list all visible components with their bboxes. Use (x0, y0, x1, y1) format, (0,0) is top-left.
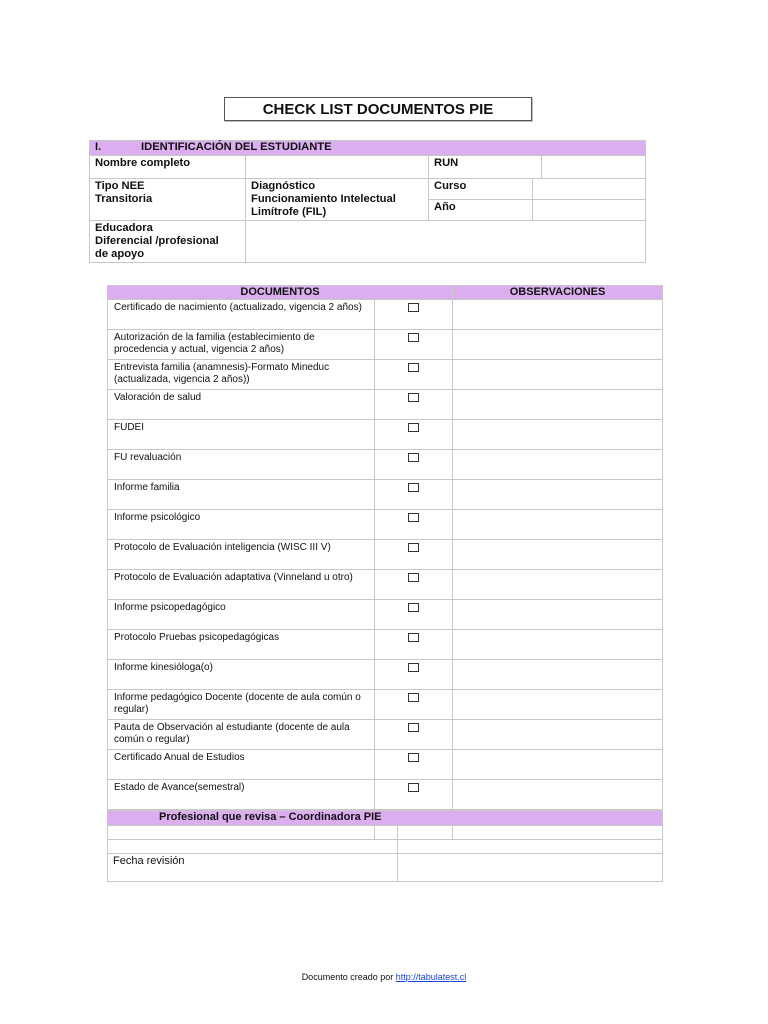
documents-checklist-table (107, 285, 663, 840)
document-check-cell (375, 480, 453, 510)
observation-field[interactable] (453, 420, 663, 450)
checkbox-icon[interactable] (408, 693, 419, 702)
document-row (108, 510, 663, 540)
footer (0, 972, 768, 982)
educadora-label: Educadora Diferencial /profesional de apoyo (90, 221, 246, 263)
document-label: Certificado Anual de Estudios (108, 750, 375, 780)
checkbox-icon[interactable] (408, 453, 419, 462)
document-row (108, 600, 663, 630)
document-label: Estado de Avance(semestral) (108, 780, 375, 810)
diagnostico-value: Funcionamiento Intelectual Limítrofe (FIL) (251, 193, 396, 218)
observation-field[interactable] (453, 690, 663, 720)
tipo-nee-cell (90, 179, 246, 221)
document-label: FU revaluación (108, 450, 375, 480)
document-label: Informe psicológico (108, 510, 375, 540)
reviewer-name-field[interactable] (108, 826, 398, 854)
document-check-cell (375, 720, 453, 750)
checkbox-icon[interactable] (408, 753, 419, 762)
document-check-cell (375, 450, 453, 480)
curso-label: Curso (429, 179, 533, 200)
document-check-cell (375, 690, 453, 720)
anio-field[interactable] (533, 200, 646, 221)
document-check-cell (375, 330, 453, 360)
document-check-cell (375, 630, 453, 660)
run-field[interactable] (542, 156, 646, 179)
document-row (108, 390, 663, 420)
observation-field[interactable] (453, 510, 663, 540)
checkbox-icon[interactable] (408, 723, 419, 732)
nombre-field[interactable] (246, 156, 429, 179)
checkbox-icon[interactable] (408, 543, 419, 552)
reviewer-heading: Profesional que revisa – Coordinadora PIE (108, 811, 663, 826)
reviewer-signature-field[interactable] (398, 826, 663, 854)
student-identification-table (89, 140, 646, 263)
observation-field[interactable] (453, 600, 663, 630)
observation-field[interactable] (453, 720, 663, 750)
checkbox-icon[interactable] (408, 663, 419, 672)
checkbox-icon[interactable] (408, 423, 419, 432)
document-row (108, 660, 663, 690)
observation-field[interactable] (453, 360, 663, 390)
checkbox-icon[interactable] (408, 633, 419, 642)
checkbox-icon[interactable] (408, 363, 419, 372)
document-row (108, 780, 663, 810)
anio-label: Año (429, 200, 533, 221)
document-row (108, 450, 663, 480)
observation-field[interactable] (453, 330, 663, 360)
reviewer-table (107, 810, 663, 882)
tipo-nee-value: Transitoria (95, 193, 153, 205)
document-row (108, 750, 663, 780)
document-check-cell (375, 750, 453, 780)
educadora-field[interactable] (246, 221, 646, 263)
document-row (108, 630, 663, 660)
document-label: Informe familia (108, 480, 375, 510)
document-check-cell (375, 360, 453, 390)
document-row (108, 720, 663, 750)
document-label: Certificado de nacimiento (actualizado, vigencia 2 años) (108, 300, 375, 330)
checkbox-icon[interactable] (408, 513, 419, 522)
section-header-row (90, 141, 646, 156)
col-documentos: DOCUMENTOS (108, 286, 453, 300)
diagnostico-cell (246, 179, 429, 221)
observation-field[interactable] (453, 390, 663, 420)
checkbox-icon[interactable] (408, 573, 419, 582)
observation-field[interactable] (453, 630, 663, 660)
document-row (108, 480, 663, 510)
footer-text: Documento creado por (301, 972, 396, 982)
observation-field[interactable] (453, 300, 663, 330)
document-check-cell (375, 570, 453, 600)
document-label: Informe kinesióloga(o) (108, 660, 375, 690)
document-row (108, 690, 663, 720)
fecha-revision-label: Fecha revisión (108, 854, 398, 882)
document-row (108, 540, 663, 570)
document-label: Protocolo de Evaluación inteligencia (WISC III V) (108, 540, 375, 570)
document-label: Informe pedagógico Docente (docente de aula común o regular) (108, 690, 375, 720)
document-row (108, 300, 663, 330)
document-check-cell (375, 660, 453, 690)
checkbox-icon[interactable] (408, 483, 419, 492)
observation-field[interactable] (453, 660, 663, 690)
tipo-nee-label: Tipo NEE (95, 180, 145, 192)
document-label: Protocolo de Evaluación adaptativa (Vinneland u otro) (108, 570, 375, 600)
diagnostico-label: Diagnóstico (251, 180, 316, 192)
checkbox-icon[interactable] (408, 393, 419, 402)
document-row (108, 570, 663, 600)
document-check-cell (375, 510, 453, 540)
checkbox-icon[interactable] (408, 603, 419, 612)
document-row (108, 420, 663, 450)
observation-field[interactable] (453, 480, 663, 510)
checkbox-icon[interactable] (408, 333, 419, 342)
fecha-revision-field[interactable] (398, 854, 663, 882)
document-label: Pauta de Observación al estudiante (docente de aula común o regular) (108, 720, 375, 750)
col-observaciones: OBSERVACIONES (453, 286, 663, 300)
document-label: Autorización de la familia (establecimiento de procedencia y actual, vigencia 2 años) (108, 330, 375, 360)
document-check-cell (375, 600, 453, 630)
checkbox-icon[interactable] (408, 303, 419, 312)
observation-field[interactable] (453, 570, 663, 600)
document-label: Valoración de salud (108, 390, 375, 420)
document-label: Informe psicopedagógico (108, 600, 375, 630)
section-number: I. (95, 141, 102, 153)
run-label: RUN (429, 156, 542, 179)
document-check-cell (375, 390, 453, 420)
document-row (108, 330, 663, 360)
nombre-label: Nombre completo (90, 156, 246, 179)
observation-field[interactable] (453, 540, 663, 570)
curso-field[interactable] (533, 179, 646, 200)
document-label: Otros (108, 810, 375, 840)
observation-field[interactable] (453, 780, 663, 810)
document-label: Entrevista familia (anamnesis)-Formato Mineduc (actualizada, vigencia 2 años)) (108, 360, 375, 390)
observation-field[interactable] (453, 750, 663, 780)
document-label: Protocolo Pruebas psicopedagógicas (108, 630, 375, 660)
checkbox-icon[interactable] (408, 783, 419, 792)
documents-header-row (108, 286, 663, 300)
document-check-cell (375, 540, 453, 570)
observation-field[interactable] (453, 450, 663, 480)
document-title: CHECK LIST DOCUMENTOS PIE (224, 97, 532, 121)
footer-link[interactable]: http://tabulatest.cl (395, 972, 467, 982)
document-check-cell (375, 300, 453, 330)
document-check-cell (375, 420, 453, 450)
section-heading: IDENTIFICACIÓN DEL ESTUDIANTE (141, 141, 332, 153)
document-row (108, 360, 663, 390)
document-check-cell (375, 780, 453, 810)
document-label: FUDEI (108, 420, 375, 450)
